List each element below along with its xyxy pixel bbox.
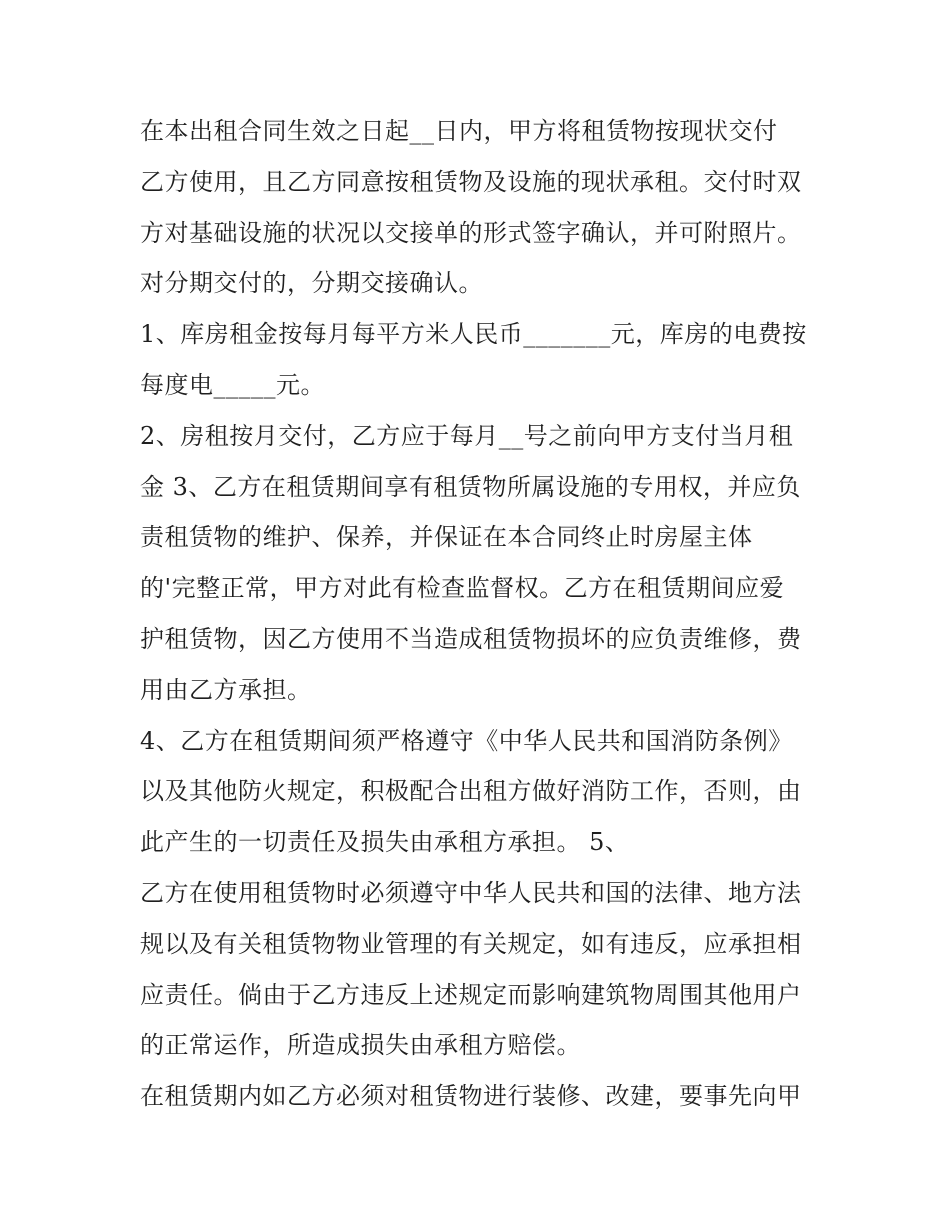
text-line: 在租赁期内如乙方必须对租赁物进行装修、改建，要事先向甲 — [140, 1082, 802, 1111]
text-line: 2、房租按月交付，乙方应于每月__号之前向甲方支付当月租 — [140, 421, 794, 450]
text-line: 每度电_____元。 — [140, 370, 325, 399]
text-line: 的'完整正常，甲方对此有检查监督权。乙方在租赁期间应爱 — [140, 574, 785, 603]
text-line: 乙方使用，且乙方同意按租赁物及设施的现状承租。交付时双 — [140, 167, 802, 196]
text-line: 护租赁物，因乙方使用不当造成租赁物损坏的应负责维修，费 — [140, 624, 802, 653]
text-line: 应责任。倘由于乙方违反上述规定而影响建筑物周围其他用户 — [140, 980, 802, 1009]
text-line: 在本出租合同生效之日起__日内，甲方将租赁物按现状交付 — [140, 117, 778, 145]
text-line: 规以及有关租赁物物业管理的有关规定，如有违反，应承担相 — [140, 929, 802, 958]
text-line: 乙方在使用租赁物时必须遵守中华人民共和国的法律、地方法 — [140, 878, 802, 907]
text-line: 以及其他防火规定，积极配合出租方做好消防工作，否则，由 — [140, 777, 802, 806]
text-line: 责租赁物的维护、保养，并保证在本合同终止时房屋主体 — [140, 523, 753, 552]
document-body — [140, 106, 820, 1122]
text-line: 4、乙方在租赁期间须严格遵守《中华人民共和国消防条例》 — [140, 726, 793, 755]
text-line: 的正常运作，所造成损失由承租方赔偿。 — [140, 1031, 581, 1060]
text-line: 用由乙方承担。 — [140, 675, 312, 704]
text-line: 1、库房租金按每月每平方米人民币_______元，库房的电费按 — [140, 320, 807, 349]
text-line: 金 3、乙方在租赁期间享有租赁物所属设施的专用权，并应负 — [140, 472, 801, 501]
text-line: 此产生的一切责任及损失由承租方承担。 5、 — [140, 828, 630, 857]
text-line: 方对基础设施的状况以交接单的形式签字确认，并可附照片。 — [140, 218, 802, 247]
text-line: 对分期交付的，分期交接确认。 — [140, 269, 483, 298]
